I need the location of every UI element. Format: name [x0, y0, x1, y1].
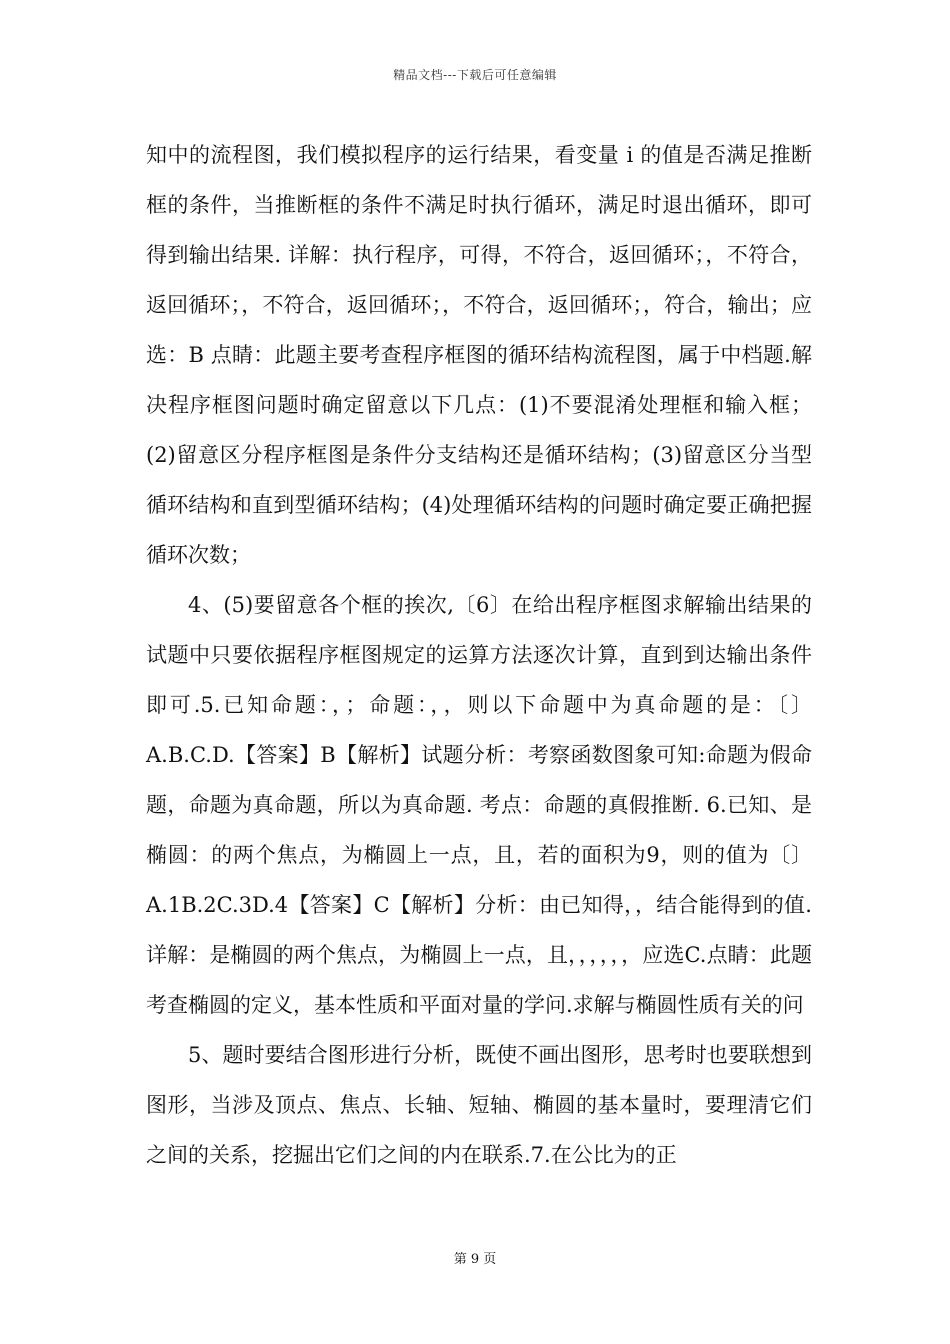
paragraph-2: 4、(5)要留意各个框的挨次,〔6〕在给出程序框图求解输出结果的试题中只要依据程序框图规定的运算方法逐次计算，直到到达输出条件即可.5.已知命题：，；命题：，，则以下命题中为真命题的是：〔〕A.B.C.D.【答案】B【解析】试题分析：考察函数图象可知:命题为假命题，命题为真命题，所以为真命题. 考点：命题的真假推断. 6.已知、是椭圆：的两个焦点，为椭圆上一点，且，若的面积为9，则的值为〔〕A.1B.2C.3D.4【答案】C【解析】分析：由已知得，，结合能得到的值.详解：是椭圆的两个焦点，为椭圆上一点，且，，，，，，应选C.点睛：此题考查椭圆的定义，基本性质和平面对量的学问.求解与椭圆性质有关的问	[146, 593, 812, 1017]
paragraph-3: 5、题时要结合图形进行分析，既使不画出图形，思考时也要联想到图形，当涉及顶点、焦点、长轴、短轴、椭圆的基本量时，要理清它们之间的关系，挖掘出它们之间的内在联系.7.在公比为的正	[146, 1043, 812, 1167]
paragraph-1: 知中的流程图，我们模拟程序的运行结果，看变量 i 的值是否满足推断框的条件，当推断框的条件不满足时执行循环，满足时退出循环，即可得到输出结果. 详解：执行程序，可得，不符合，返回循环；，不符合，返回循环；，不符合，返回循环；，不符合，返回循环；，符合，输出；应选：B 点睛：此题主要考查程序框图的循环结构流程图，属于中档题.解决程序框图问题时确定留意以下几点：(1)不要混淆处理框和输入框；(2)留意区分程序框图是条件分支结构还是循环结构；(3)留意区分当型循环结构和直到型循环结构；(4)处理循环结构的问题时确定要正确把握循环次数；	[146, 143, 812, 567]
page-number: 第 9 页	[453, 1252, 497, 1267]
page-header: 精品文档---下载后可任意编辑	[393, 68, 557, 82]
document-body	[146, 130, 812, 1180]
